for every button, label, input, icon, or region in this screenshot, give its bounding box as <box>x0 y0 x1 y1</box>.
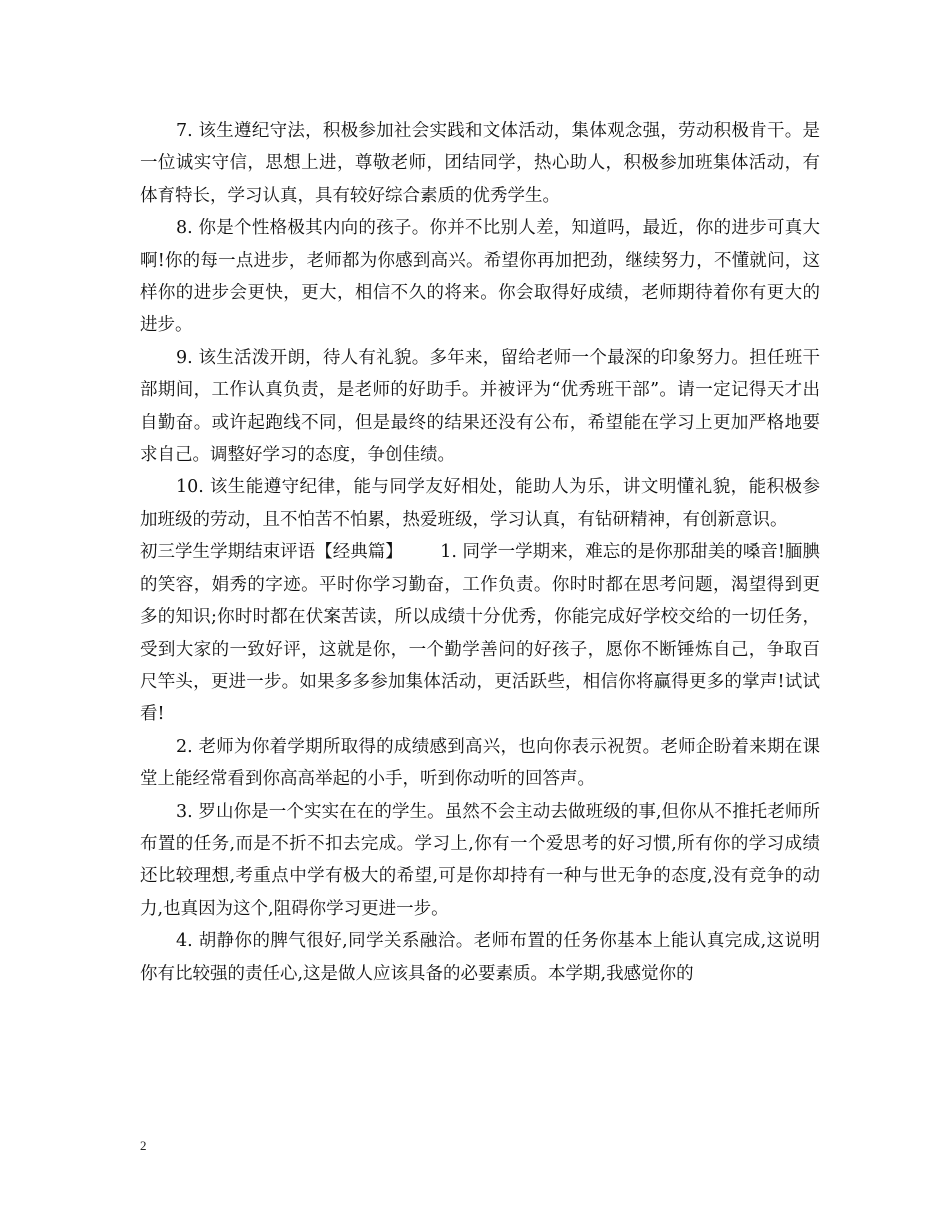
section-paragraph-4: 4. 胡静你的脾气很好,同学关系融洽。老师布置的任务你基本上能认真完成,这说明你有比较强的责任心,这是做人应该具备的必要素质。本学期,我感觉你的 <box>140 931 820 984</box>
comment-paragraph-10: 10. 该生能遵守纪律，能与同学友好相处，能助人为乐，讲文明懂礼貌，能积极参加班级的劳动，且不怕苦不怕累，热爱班级，学习认真，有钻研精神，有创新意识。 <box>140 477 820 530</box>
section-paragraph-3: 3. 罗山你是一个实实在在的学生。虽然不会主动去做班级的事,但你从不推托老师所布置的任务,而是不折不扣去完成。学习上,你有一个爱思考的好习惯,所有你的学习成绩还比较理想,考重点中学有极大的希望,可是你却持有一种与世无争的态度,没有竞争的动力,也真因为这个,阻碍你学习更进一步。 <box>140 801 820 919</box>
section-gap <box>394 542 440 562</box>
section-paragraph-1 <box>140 536 820 730</box>
comment-paragraph-8: 8. 你是个性格极其内向的孩子。你并不比别人差，知道吗，最近，你的进步可真大啊!你的每一点进步，老师都为你感到高兴。希望你再加把劲，继续努力，不懂就问，这样你的进步会更快，更大，相信不久的将来。你会取得好成绩，老师期待着你有更大的进步。 <box>140 218 820 336</box>
page-number: 2 <box>140 1138 147 1153</box>
comment-paragraph-7: 7. 该生遵纪守法，积极参加社会实践和文体活动，集体观念强，劳动积极肯干。是一位诚实守信，思想上进，尊敬老师，团结同学，热心助人，积极参加班集体活动，有体育特长，学习认真，具有较好综合素质的优秀学生。 <box>140 121 820 206</box>
section-heading: 初三学生学期结束评语【经典篇】 <box>140 542 395 563</box>
document-body <box>140 115 820 990</box>
section-paragraph-2: 2. 老师为你着学期所取得的成绩感到高兴，也向你表示祝贺。老师企盼着来期在课堂上能经常看到你高高举起的小手，听到你动听的回答声。 <box>140 736 820 790</box>
section-paragraph-1-text: 1. 同学一学期来，难忘的是你那甜美的嗓音!腼腆的笑容，娟秀的字迹。平时你学习勤奋，工作负责。你时时都在思考问题，渴望得到更多的知识;你时时都在伏案苦读，所以成绩十分优秀，你能完成好学校交给的一切任务，受到大家的一致好评，这就是你，一个勤学善问的好孩子，愿你不断锤炼自己，争取百尺竿头，更进一步。如果多多参加集体活动，更活跃些，相信你将赢得更多的掌声!试试看! <box>140 542 820 725</box>
comment-paragraph-9: 9. 该生活泼开朗，待人有礼貌。多年来，留给老师一个最深的印象努力。担任班干部期间，工作认真负责，是老师的好助手。并被评为“优秀班干部”。请一定记得天才出自勤奋。或许起跑线不同，但是最终的结果还没有公布，希望能在学习上更加严格地要求自己。调整好学习的态度，争创佳绩。 <box>140 347 820 466</box>
